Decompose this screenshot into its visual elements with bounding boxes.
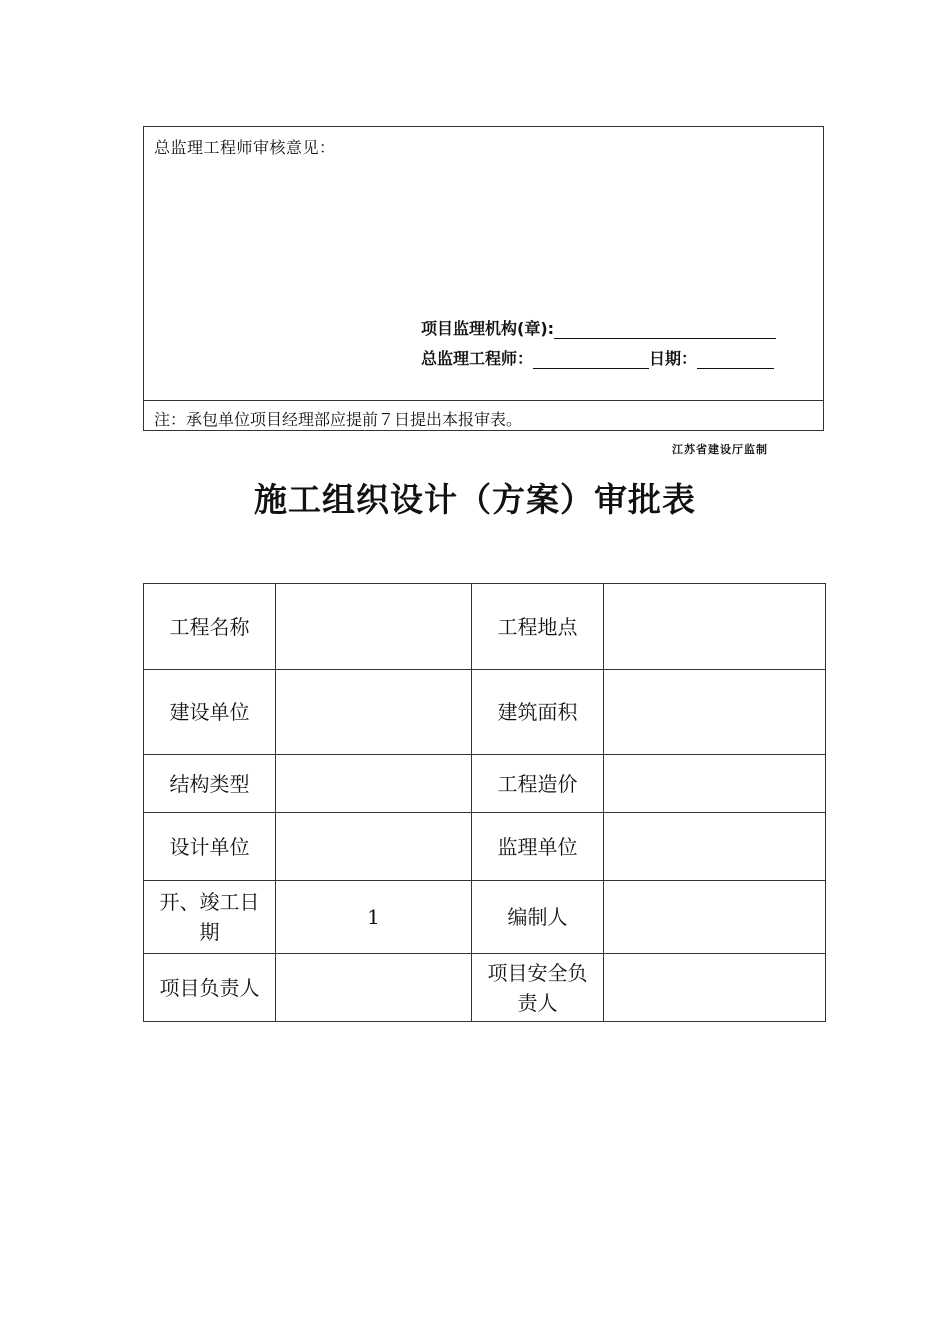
engineer-date-line: [421, 346, 774, 369]
table-row: [144, 881, 826, 954]
row-value[interactable]: [604, 881, 826, 954]
row-value[interactable]: [604, 813, 826, 881]
org-seal-blank[interactable]: [554, 322, 776, 339]
chief-engineer-label: 总监理工程师：: [421, 349, 534, 368]
row-label: 结构类型: [144, 755, 276, 813]
table-row: [144, 954, 826, 1022]
table-row: [144, 584, 826, 670]
row-label: 工程地点: [472, 584, 604, 670]
row-value[interactable]: [276, 584, 472, 670]
row-label: 项目安全负责人: [472, 954, 604, 1022]
row-label: 工程造价: [472, 755, 604, 813]
row-value[interactable]: [276, 954, 472, 1022]
review-box: [143, 126, 824, 431]
row-value[interactable]: [604, 954, 826, 1022]
chief-engineer-blank[interactable]: [533, 352, 649, 369]
date-label: 日期：: [649, 349, 698, 368]
row-value[interactable]: [276, 813, 472, 881]
page-title: 施工组织设计（方案）审批表: [254, 480, 696, 519]
org-seal-line: [421, 316, 776, 339]
row-label: 设计单位: [144, 813, 276, 881]
row-label: 监理单位: [472, 813, 604, 881]
date-blank[interactable]: [697, 352, 774, 369]
divider: [144, 400, 823, 401]
row-label: 编制人: [472, 881, 604, 954]
row-value[interactable]: [604, 755, 826, 813]
note-text: 注：承包单位项目经理部应提前７日提出本报审表。: [154, 410, 523, 429]
row-value[interactable]: [604, 670, 826, 755]
project-info-table: [143, 583, 826, 1022]
row-value[interactable]: [276, 755, 472, 813]
row-value[interactable]: [604, 584, 826, 670]
org-seal-label: 项目监理机构(章):: [421, 319, 555, 338]
issuer-credit: 江苏省建设厅监制: [672, 443, 768, 456]
row-value[interactable]: [276, 670, 472, 755]
row-value[interactable]: 1: [276, 881, 472, 954]
row-label: 工程名称: [144, 584, 276, 670]
table-row: [144, 813, 826, 881]
row-label: 开、竣工日期: [144, 881, 276, 954]
opinion-label: 总监理工程师审核意见：: [154, 138, 336, 157]
table-row: [144, 755, 826, 813]
row-label: 建筑面积: [472, 670, 604, 755]
table-row: [144, 670, 826, 755]
row-label: 项目负责人: [144, 954, 276, 1022]
row-label: 建设单位: [144, 670, 276, 755]
